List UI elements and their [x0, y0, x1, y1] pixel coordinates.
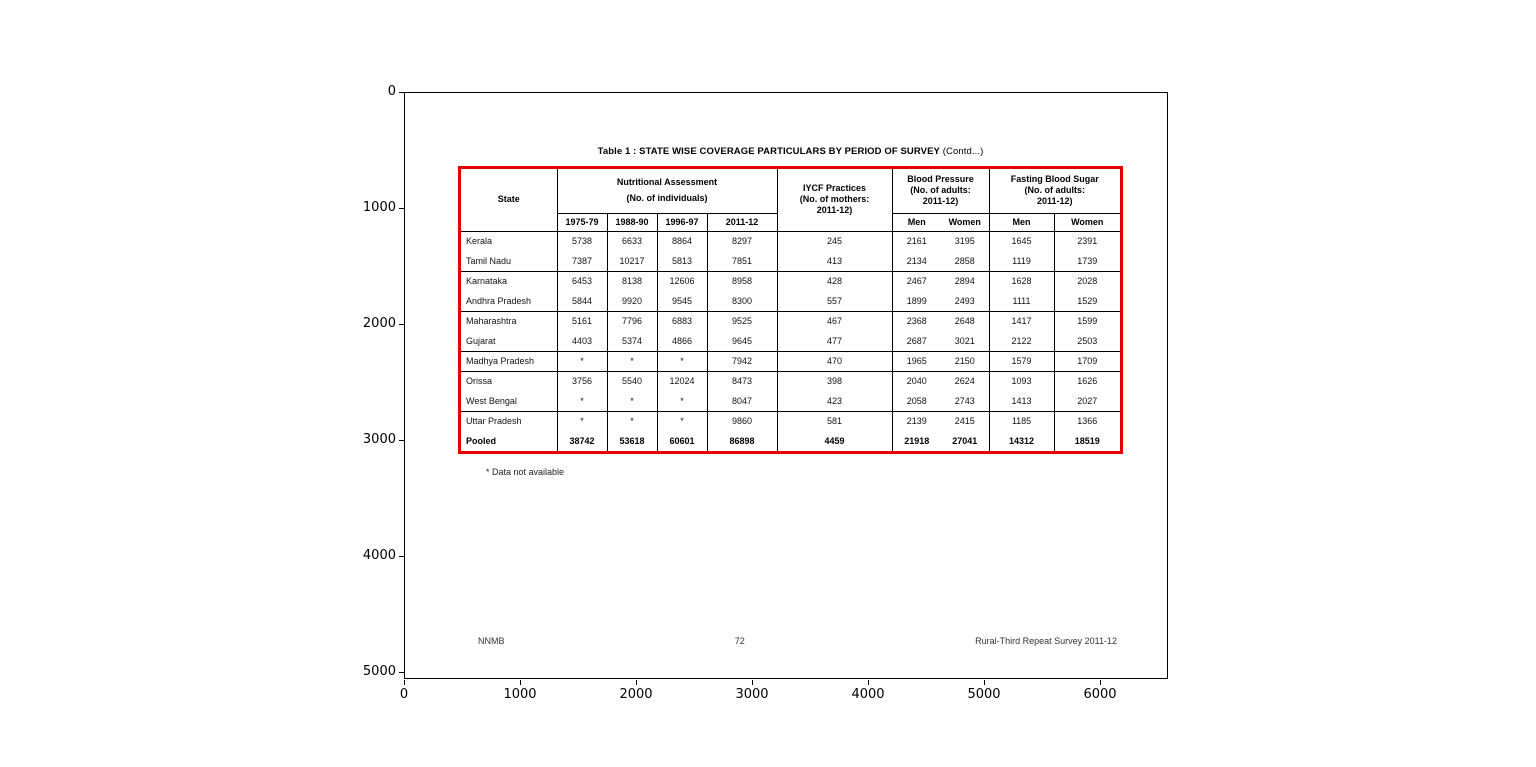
value-cell: * [557, 411, 607, 431]
y-axis-tick-mark [399, 672, 404, 673]
y-axis-tick-mark [399, 556, 404, 557]
state-name-cell: Madhya Pradesh [461, 351, 557, 371]
value-cell: 7851 [707, 251, 777, 271]
value-cell: * [607, 391, 657, 411]
value-cell: 470 [777, 351, 892, 371]
value-cell: 12024 [657, 371, 707, 391]
x-axis-tick-mark [404, 680, 405, 685]
state-name-cell: Karnataka [461, 271, 557, 291]
value-cell: 8473 [707, 371, 777, 391]
value-cell: 1119 [989, 251, 1054, 271]
value-cell: 398 [777, 371, 892, 391]
value-cell: 8864 [657, 231, 707, 251]
bp-header-line2: (No. of adults: [910, 185, 971, 196]
state-name-cell: Orissa [461, 371, 557, 391]
table-row [461, 391, 1120, 411]
value-cell: 9525 [707, 311, 777, 331]
value-cell: 14312 [989, 431, 1054, 451]
value-cell: * [657, 351, 707, 371]
value-cell: * [557, 391, 607, 411]
col-header-period-2011-12: 2011-12 [707, 213, 777, 231]
na-header-line2: (No. of individuals) [626, 193, 708, 204]
col-group-nutritional-assessment [557, 169, 777, 213]
value-cell: 1626 [1054, 371, 1120, 391]
value-cell: 1185 [989, 411, 1054, 431]
table-body [461, 231, 1120, 451]
value-cell: 1579 [989, 351, 1054, 371]
value-cell: 2150 [941, 351, 989, 371]
value-cell: 5738 [557, 231, 607, 251]
value-cell: 9860 [707, 411, 777, 431]
value-cell: 1628 [989, 271, 1054, 291]
col-header-period-1975-79: 1975-79 [557, 213, 607, 231]
value-cell: 1709 [1054, 351, 1120, 371]
value-cell: 5161 [557, 311, 607, 331]
col-header-iycf [777, 169, 892, 231]
iycf-header-line1: IYCF Practices [803, 183, 867, 194]
value-cell: 8047 [707, 391, 777, 411]
bp-header-line3: 2011-12) [922, 196, 959, 207]
state-name-cell: Maharashtra [461, 311, 557, 331]
state-name-cell: Pooled [466, 436, 497, 446]
value-cell: 1111 [989, 291, 1054, 311]
document-title [458, 146, 1123, 157]
value-cell: 2040 [892, 371, 941, 391]
value-cell: * [607, 411, 657, 431]
value-cell: 2028 [1054, 271, 1120, 291]
value-cell: 413 [777, 251, 892, 271]
document-footer [458, 636, 1123, 646]
value-cell: 2648 [941, 311, 989, 331]
value-cell: 1965 [892, 351, 941, 371]
col-group-fasting-blood-sugar [989, 169, 1120, 213]
table-row [461, 251, 1120, 271]
value-cell: 2503 [1054, 331, 1120, 351]
bp-header-line1: Blood Pressure [907, 174, 974, 185]
value-cell: 2058 [892, 391, 941, 411]
fbs-header-line2: (No. of adults: [1024, 185, 1086, 196]
value-cell: 10217 [607, 251, 657, 271]
y-axis-tick-label: 2000 [362, 316, 396, 331]
state-name-cell: Kerala [461, 231, 557, 251]
value-cell: 1899 [892, 291, 941, 311]
state-name-cell: West Bengal [466, 395, 517, 406]
col-header-bp-men: Men [892, 213, 941, 231]
value-cell: 2139 [892, 411, 941, 431]
value-cell: 5813 [657, 251, 707, 271]
value-cell: 21918 [892, 431, 941, 451]
state-name-cell: Andhra Pradesh [466, 295, 532, 306]
value-cell: 7942 [707, 351, 777, 371]
value-cell: 6883 [657, 311, 707, 331]
col-header-period-1988-90: 1988-90 [607, 213, 657, 231]
value-cell: 3756 [557, 371, 607, 391]
value-cell: 8138 [607, 271, 657, 291]
x-axis-tick-mark [636, 680, 637, 685]
col-header-bp-women: Women [941, 213, 989, 231]
value-cell: 423 [777, 391, 892, 411]
value-cell: 60601 [657, 431, 707, 451]
value-cell: 4866 [657, 331, 707, 351]
value-cell: 4459 [777, 431, 892, 451]
value-cell: 86898 [707, 431, 777, 451]
y-axis-tick-mark [399, 324, 404, 325]
state-name-cell: Gujarat [466, 335, 496, 346]
value-cell: 8297 [707, 231, 777, 251]
y-axis-tick-label: 1000 [362, 200, 396, 215]
value-cell: 557 [777, 291, 892, 311]
table-row [461, 331, 1120, 351]
col-header-fbs-women: Women [1054, 213, 1120, 231]
na-header-line1: Nutritional Assessment [616, 177, 718, 188]
y-axis-tick-mark [399, 92, 404, 93]
table-row [461, 411, 1120, 431]
col-header-period-1996-97: 1996-97 [657, 213, 707, 231]
table-row [461, 271, 1120, 291]
y-axis-tick-label: 4000 [362, 548, 396, 563]
y-axis-tick-mark [399, 440, 404, 441]
value-cell: 9920 [607, 291, 657, 311]
table-title-contd: (Contd...) [940, 146, 984, 157]
value-cell: 2368 [892, 311, 941, 331]
col-header-state: State [497, 194, 520, 205]
value-cell: 3021 [954, 335, 975, 346]
value-cell: 477 [777, 331, 892, 351]
table-row [461, 231, 1120, 251]
value-cell: 2467 [892, 271, 941, 291]
value-cell: 428 [777, 271, 892, 291]
table-row [461, 311, 1120, 331]
value-cell: 8300 [707, 291, 777, 311]
fbs-header-line1: Fasting Blood Sugar [1010, 174, 1099, 185]
value-cell: * [607, 351, 657, 371]
x-axis-tick-mark [1100, 680, 1101, 685]
iycf-header-line2: (No. of mothers: [799, 194, 870, 205]
value-cell: 2161 [892, 231, 941, 251]
x-axis-tick-label: 0 [399, 687, 409, 702]
footer-org: NNMB [478, 636, 505, 646]
x-axis-tick-mark [868, 680, 869, 685]
col-header-fbs-men: Men [989, 213, 1054, 231]
value-cell: 2415 [941, 411, 989, 431]
value-cell: 5844 [557, 291, 607, 311]
table-row [461, 431, 1120, 451]
y-axis-tick-mark [399, 208, 404, 209]
value-cell: 2894 [941, 271, 989, 291]
value-cell: 467 [777, 311, 892, 331]
value-cell: 2122 [989, 331, 1054, 351]
value-cell: 1417 [989, 311, 1054, 331]
table-header [461, 169, 1120, 231]
value-cell: 1645 [989, 231, 1054, 251]
value-cell: 1093 [989, 371, 1054, 391]
fbs-header-line3: 2011-12) [1037, 196, 1073, 207]
value-cell: 18519 [1054, 431, 1120, 451]
value-cell: 8958 [707, 271, 777, 291]
value-cell: 7796 [607, 311, 657, 331]
value-cell: 2624 [941, 371, 989, 391]
value-cell: 2134 [892, 251, 941, 271]
footer-survey-name: Rural-Third Repeat Survey 2011-12 [975, 636, 1117, 646]
value-cell: 6633 [607, 231, 657, 251]
x-axis-tick-label: 4000 [851, 687, 885, 702]
x-axis-tick-mark [752, 680, 753, 685]
x-axis-tick-label: 2000 [619, 687, 653, 702]
table-row [461, 351, 1120, 371]
value-cell: 2391 [1054, 231, 1120, 251]
value-cell: 1599 [1054, 311, 1120, 331]
footer-page-number: 72 [734, 636, 745, 646]
value-cell: 1739 [1054, 251, 1120, 271]
state-name-cell: Tamil Nadu [466, 255, 512, 266]
iycf-header-line3: 2011-12) [816, 205, 853, 216]
x-axis-tick-label: 1000 [503, 687, 537, 702]
coverage-table [461, 169, 1120, 451]
value-cell: 5540 [607, 371, 657, 391]
value-cell: * [557, 351, 607, 371]
state-name-cell: Uttar Pradesh [461, 411, 557, 431]
value-cell: 6453 [557, 271, 607, 291]
y-axis-tick-label: 3000 [362, 432, 396, 447]
value-cell: 9645 [707, 331, 777, 351]
value-cell: * [657, 411, 707, 431]
value-cell: 53618 [607, 431, 657, 451]
value-cell: 245 [777, 231, 892, 251]
value-cell: 7387 [557, 251, 607, 271]
value-cell: 2743 [954, 395, 975, 406]
coverage-table-wrapper [458, 166, 1123, 454]
value-cell: 3195 [941, 231, 989, 251]
value-cell: 2027 [1054, 391, 1120, 411]
value-cell: 1413 [989, 391, 1054, 411]
footnote: * Data not available [486, 467, 565, 477]
x-axis-tick-mark [984, 680, 985, 685]
value-cell: 38742 [557, 431, 607, 451]
y-axis-tick-label: 5000 [362, 664, 396, 679]
table-title-text: Table 1 : STATE WISE COVERAGE PARTICULARS BY PERIOD OF SURVEY [597, 146, 940, 157]
value-cell: 4403 [557, 331, 607, 351]
value-cell: 2687 [892, 331, 941, 351]
x-axis-tick-label: 3000 [735, 687, 769, 702]
value-cell: 12606 [657, 271, 707, 291]
y-axis-tick-label: 0 [387, 84, 396, 99]
value-cell: 1529 [1054, 291, 1120, 311]
x-axis-tick-label: 5000 [967, 687, 1001, 702]
table-row [461, 371, 1120, 391]
x-axis-tick-mark [520, 680, 521, 685]
value-cell: 2493 [954, 295, 975, 306]
value-cell: 1366 [1054, 411, 1120, 431]
x-axis-tick-label: 6000 [1083, 687, 1117, 702]
value-cell: 5374 [607, 331, 657, 351]
value-cell: * [657, 391, 707, 411]
value-cell: 2858 [954, 255, 975, 266]
value-cell: 27041 [952, 436, 978, 446]
value-cell: 9545 [657, 291, 707, 311]
table-row [461, 291, 1120, 311]
value-cell: 581 [777, 411, 892, 431]
col-group-blood-pressure [892, 169, 989, 213]
